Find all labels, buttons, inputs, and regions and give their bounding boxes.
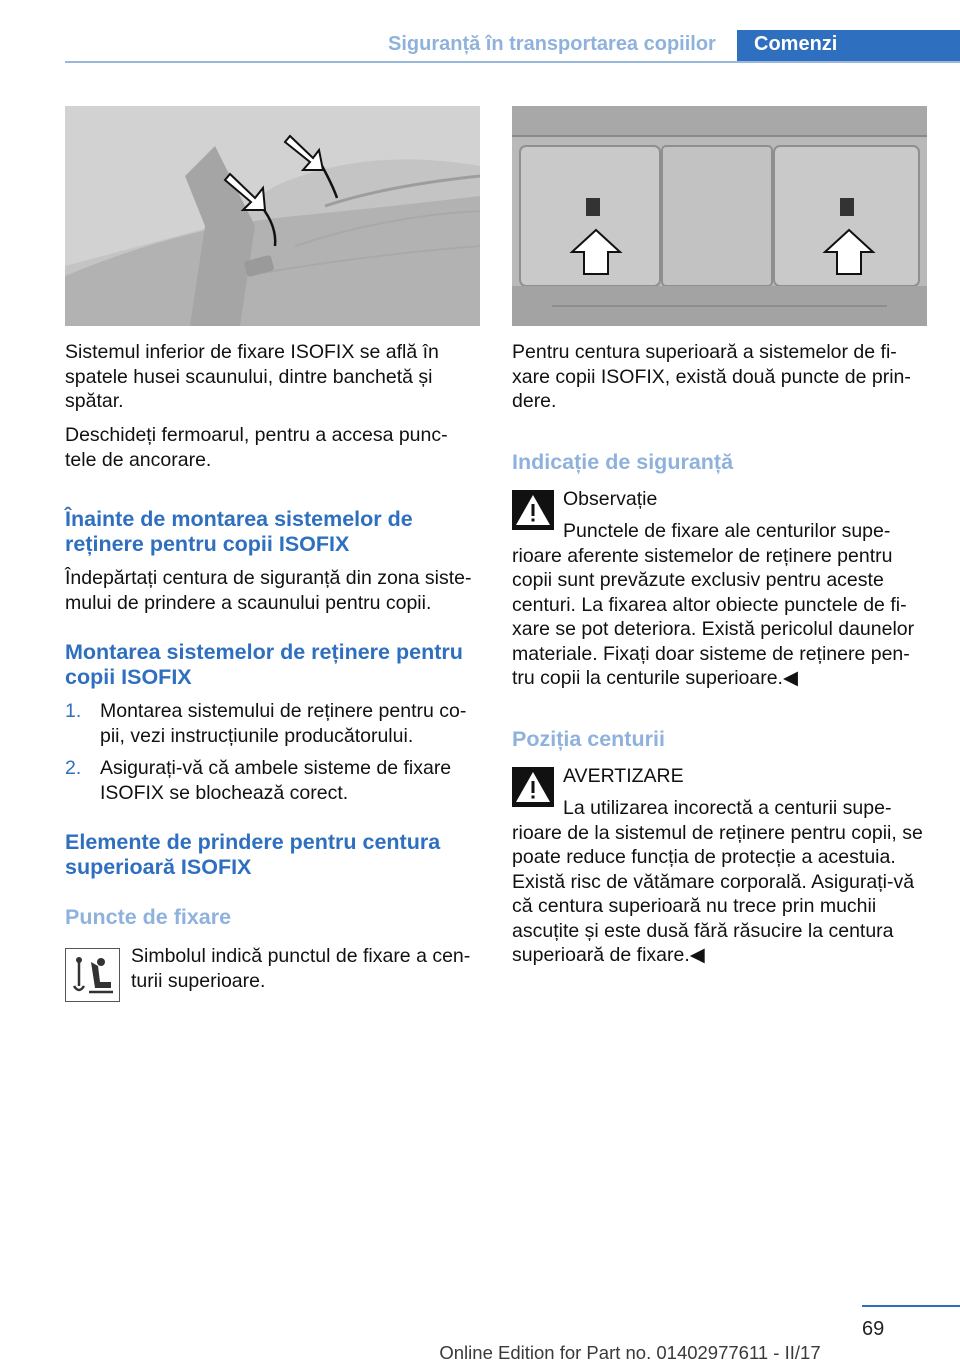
running-header-chapter: Siguranță în transportarea copiilor [388,33,716,55]
seat-photo [65,106,480,326]
heading-anchor-points: Puncte de fixare [65,905,232,929]
list-item [65,756,480,806]
heading-mounting: Montarea sistemelor de reținere pentru copii ISOFIX [65,640,463,689]
list-text: Montarea sistemului de reținere pentru copii, vezi instrucțiunile producătorului. [100,700,467,747]
heading-top-tether-elements: Elemente de prindere pentru centura superioară ISOFIX [65,830,441,879]
list-item [65,699,480,749]
note-title: Observație [563,488,658,510]
list-number: 2. [65,757,82,779]
intro-paragraph-1: Sistemul inferior de fixare ISOFIX se află în spatele husei scaunului, dintre banchetă și spătar. [65,341,439,412]
right-intro-paragraph: Pentru centura superioară a sistemelor de fixare copii ISOFIX, există două puncte de prindere. [512,341,911,412]
footer-rule [862,1305,960,1307]
heading-before-mounting: Înainte de montarea sistemelor de reținere pentru copii ISOFIX [65,507,413,556]
heading-safety-note: Indicație de siguranță [512,450,734,474]
header-rule [65,61,960,63]
footer-edition: Online Edition for Part no. 01402977611 - II/17 [439,1342,821,1363]
symbol-description: Simbolul indică punctul de fixare a centurii superioare. [131,945,471,992]
warning-body: La utilizarea incorectă a centurii superioare de la sistemul de reținere pentru copii, se poate reduce funcția de protecție a acestuia. Există risc de vătămare corporală. Asigurați-vă că centura superioară nu trece prin muchii ascuțite și este dusă fără răsucire la centura superioară de fixare.◀ [512,797,923,966]
heading-belt-position: Poziția centurii [512,727,665,751]
warning-title: AVERTIZARE [563,765,684,787]
list-number: 1. [65,700,82,722]
trunk-photo [512,106,927,326]
list-text: Asigurați-vă că ambele sisteme de fixare ISOFIX se blochează corect. [100,757,452,804]
before-mounting-text: Îndepărtați centura de siguranță din zona sistemului de prindere a scaunului pentru copii. [65,567,472,614]
note-body: Punctele de fixare ale centurilor superioare aferente sistemelor de reținere pentru copii sunt prevăzute exclusiv pentru aceste centuri. La fixarea altor obiecte punctele de fixare se pot deteriora. Există pericolul daunelor materiale. Fixați doar sisteme de reținere pentru copii la centurile superioare.◀ [512,520,915,689]
intro-paragraph-2: Deschideți fermoarul, pentru a accesa punctele de ancorare. [65,424,448,471]
isofix-symbol-icon [65,948,117,1000]
page-number: 69 [862,1318,885,1340]
running-header-tab[interactable]: Comenzi [737,30,960,61]
